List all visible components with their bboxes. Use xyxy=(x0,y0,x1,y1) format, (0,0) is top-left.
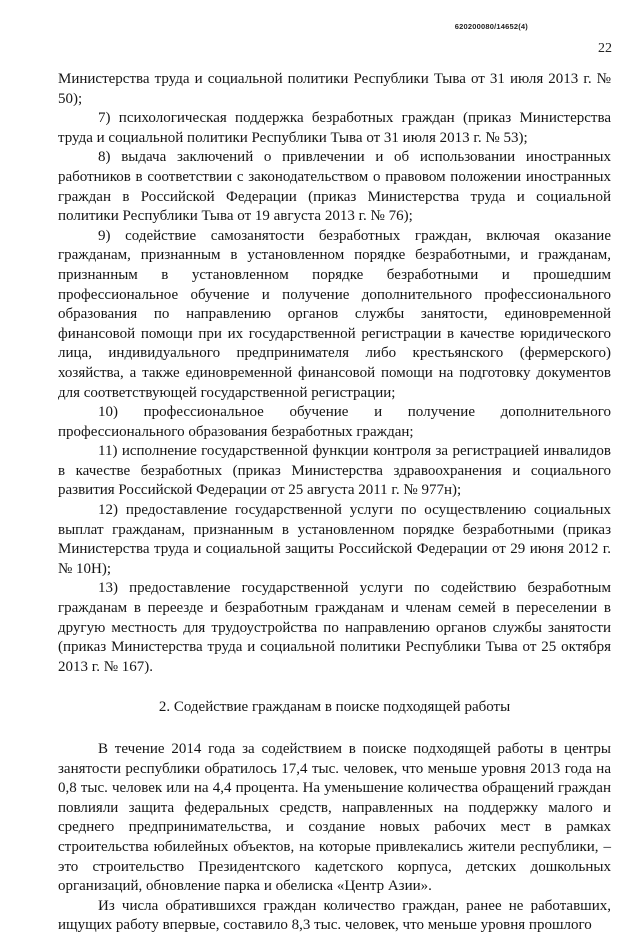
section-paragraph-1: В течение 2014 года за содействием в поиске подходящей работы в центры занятости республики обратилось 17,4 тыс. человек, что меньше уровня 2013 года на 0,8 тыс. человек или на 4,4 процента. На уменьшение количества обращений граждан повлияли защита федеральных средств, направленных на поддержку малого и среднего предпринимательства, и создание новых рабочих мест в рамках строительства юбилейных объектов, на которые привлекались жители республики, – это строительство Президентского кадетского корпуса, детских дошкольных организаций, обновление парка и обелиска «Центр Азии». xyxy=(58,741,611,895)
section-heading: 2. Содействие гражданам в поиске подходящей работы xyxy=(158,699,511,716)
list-item-12: 12) предоставление государственной услуги по осуществлению социальных выплат гражданам, признанным в установленном порядке безработными (приказ Министерства труда и социальной защиты Российской Федерации от 29 июня 2012 г. № 10Н); xyxy=(58,502,611,577)
document-id: 620200080/14652(4) xyxy=(454,22,528,31)
list-item-9: 9) содействие самозанятости безработных граждан, включая оказание гражданам, признанным в установленном порядке безработными, и гражданам, признанным в установленном порядке безработными и прошедшим профессиональное обучение и получение дополнительного профессионального образования по направлению органов службы занятости, единовременной финансовой помощи при их государственной регистрации в качестве юридического лица, индивидуального предпринимателя либо крестьянского (фермерского) хозяйства, а также единовременной финансовой помощи на подготовку документов для соответствующей государственной регистрации; xyxy=(58,227,611,401)
list-item-11: 11) исполнение государственной функции контроля за регистрацией инвалидов в качестве безработных (приказ Министерства здравоохранения и социального развития Российской Федерации от 25 августа 2011 г. № 977н); xyxy=(58,443,611,499)
paragraph-continuation: Министерства труда и социальной политики Республики Тыва от 31 июля 2013 г. № 50); xyxy=(58,71,611,107)
list-item-8: 8) выдача заключений о привлечении и об использовании иностранных работников в соответствии с законодательством о правовом положении иностранных граждан в Российской Федерации (приказ Министерства труда и социальной политики Республики Тыва от 19 августа 2013 г. № 76); xyxy=(58,149,611,225)
list-item-10: 10) профессиональное обучение и получение дополнительного профессионального образования безработных граждан; xyxy=(58,404,611,440)
list-item-13: 13) предоставление государственной услуги по содействию безработным гражданам в переезде и безработным гражданам и членам семей в переселении в другую местность для трудоустройства по направлению органов службы занятости (приказ Министерства труда и социальной политики Республики Тыва от 25 октября 2013 г. № 167). xyxy=(58,580,611,675)
page-number: 22 xyxy=(598,41,612,56)
page-body xyxy=(58,70,611,936)
section-paragraph-2: Из числа обратившихся граждан количество граждан, ранее не работавших, ищущих работу впервые, составило 8,3 тыс. человек, что меньше уровня прошлого xyxy=(58,897,611,934)
list-item-7: 7) психологическая поддержка безработных граждан (приказ Министерства труда и социальной политики Республики Тыва от 31 июля 2013 г. № 53); xyxy=(58,110,611,146)
